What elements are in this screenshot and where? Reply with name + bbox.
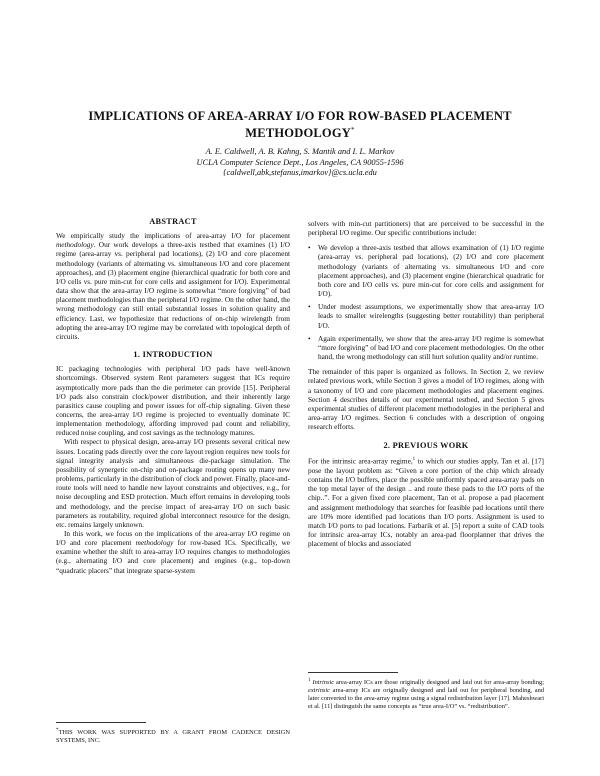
- footnote-emphasis-intrinsic: Intrinsic: [312, 679, 335, 687]
- list-item-text: Again experimentally, we show that the area-array I/O regime is somewhat “more forgiving” of bad I/O and core placement methodologies. On the other hand, the wrong methodology can still hurt solution quality and/or runtime.: [318, 333, 544, 362]
- list-item: [308, 334, 544, 361]
- list-item: [308, 302, 544, 329]
- list-item-text: We develop a three-axis testbed that allows examination of (1) I/O regime (area-array vs. peripheral pad locations), (2) I/O and core placement methodology (variants of alternating vs. simultaneous I/O and core placement approaches), and (3) placement engine (hierarchical quadratic for both core and I/O cells vs. pure min-cut for core cells and assignment for I/O).: [318, 243, 544, 299]
- intro-paragraph-1: IC packaging technologies with peripheral I/O pads have well-known shortcomings. Observed system Rent parameters suggest that ICs require asymptotically more pads than the die perimeter can provide [15]. Peripheral I/O pads also constrain clock/power distribution, and their inherently large parasitics cause coupling and power issues for off-chip signaling. Given these concerns, the area-array I/O regime is projected to eventually dominate IC implementation methodology, affording improved pad count and reliability, reduced noise coupling, and cost savings as the technology matures.: [56, 364, 290, 438]
- contributions-list: [308, 243, 544, 361]
- contributions-intro: solvers with min-cut partitioners) that are perceived to be successful in the peripheral I/O regime. Our specific contributions include:: [308, 219, 544, 238]
- previous-work-paragraph: [308, 455, 544, 548]
- footnote-text-a: area-array ICs are those originally designed and laid out for area-array bonding;: [334, 679, 544, 687]
- author-block: [60, 147, 540, 179]
- bullet-icon: •: [308, 333, 311, 343]
- prev-work-text-b: to which our studies apply, Tan et al. [17] pose the layout problem as: “Given a core portion of the chip which already contains the I/O buffers, place the possible uniformly spaced area-array pads on the top metal layer of the design .. and route these pads to the I/O ports of the chip..”. For a given fixed core placement, Tan et al. propose a pad placement and assignment methodology that searches for feasible pad locations until there are 10% more identified pad locations than I/O ports. Assignment is used to match I/O ports to pad locations. Farbarik et al. [5] report a suite of CAD tools for intrinsic area-array ICs, notably an area-pad floorplanner that drives the placement of blocks and associated: [308, 456, 544, 549]
- intro-p3-text-b: for row-based ICs. Specifically, we examine whether the shift to area-array I/O requires changes to methodologies (e.g., alternating I/O and core placement) and engines (e.g., top-down “quadratic placers” that integrate sparse-system: [56, 538, 290, 575]
- abstract-text-a: We empirically study the implications of area-array I/O for placement: [56, 231, 290, 241]
- bullet-icon: •: [308, 302, 311, 312]
- list-item: [308, 243, 544, 298]
- abstract-emphasis: methodology: [56, 240, 94, 250]
- introduction-heading: 1. INTRODUCTION: [133, 350, 213, 360]
- title-footnote-mark: *: [350, 126, 355, 134]
- funding-footnote: [56, 727, 290, 745]
- abstract-text-b: . Our work develops a three-axis testbed that examines (1) I/O regime (area-array vs. peripheral pad locations), (2) I/O and core placement methodology (variants of alternating vs. simultaneous I/O and core placement approaches), and (3) placement engine (hierarchical quadratic for both core and I/O cells vs. pure min-cut for core cells and assignment for I/O). Experimental data show that the area-array I/O regime is somewhat “more forgiving” of bad placement methodologies than the peripheral I/O regime. On the other hand, the wrong methodology can still entail substantial losses in solution quality and efficiency. Last, we hypothesize that reductions of on-chip wirelength from adopting the area-array I/O regime may be correlated with topological depth of circuits.: [56, 240, 290, 341]
- author-affiliation: UCLA Computer Science Dept., Los Angeles, CA 90055-1596: [196, 157, 404, 167]
- footnote-emphasis-extrinsic: extrinsic: [308, 687, 331, 695]
- prev-work-footnote-mark: 1: [412, 457, 416, 463]
- prev-work-text-a: For the intrinsic area-array regime,: [308, 456, 413, 466]
- intro-paragraph-3: [56, 529, 290, 575]
- left-column: [56, 217, 290, 575]
- funding-footnote-text: THIS WORK WAS SUPPORTED BY A GRANT FROM CADENCE DESIGN SYSTEMS, INC.: [56, 729, 290, 745]
- abstract-heading: ABSTRACT: [149, 217, 197, 226]
- previous-work-heading: 2. PREVIOUS WORK: [383, 441, 469, 451]
- abstract-paragraph: [56, 231, 290, 341]
- paper-title: [60, 109, 540, 140]
- author-names: A. E. Caldwell, A. B. Kahng, S. Mantik and I. L. Markov: [205, 147, 395, 156]
- organization-paragraph: The remainder of this paper is organized as follows. In Section 2, we review related previous work, while Section 3 gives a model of I/O regimes, along with a taxonomy of I/O and core placement methodologies and placement engines. Section 4 describes details of our experimental testbed, and Section 5 gives experimental studies of different placement methodologies in the peripheral and area-array I/O regimes. Section 6 concludes with a description of ongoing research efforts.: [308, 367, 544, 432]
- title-text: IMPLICATIONS OF AREA-ARRAY I/O FOR ROW-BASED PLACEMENT METHODOLOGY: [88, 109, 512, 141]
- area-array-footnote-mark: 1: [308, 678, 311, 683]
- funding-footnote-mark: *: [56, 728, 59, 733]
- intro-p3-text-a: In this work, we focus on the implications of the area-array I/O regime on I/O and core placement: [56, 529, 290, 548]
- right-footnote-rule: [308, 672, 398, 673]
- area-array-footnote: [308, 677, 544, 711]
- intro-p3-emphasis: methodology: [135, 538, 174, 548]
- intro-paragraph-2: With respect to physical design, area-array I/O presents several critical new issues. Locating pads directly over the core layout region requires new tools for signal integrity analysis and simultaneous die-package simulation. The possibility of synergetic on-chip and on-package routing opens up many new problems, particularly in the distribution of clock and power. Finally, place-and-route tools will need to handle new layout constraints and objectives, e.g., for noise decoupling and ESD protection. Much effort remains in developing tools and methodology, and the precise impact of area-array I/O on such basic parameters as routability, required global interconnect resource for the design, etc. remains largely unknown.: [56, 437, 290, 529]
- list-item-text: Under modest assumptions, we experimentally show that area-array I/O leads to smaller wirelengths (suggesting better routability) than peripheral I/O.: [318, 302, 544, 330]
- footnote-text-b: area-array ICs are originally designed and laid out for peripheral bonding, and later converted to the area-array regime using a signal redistribution layer [17]. Maheshwari et al. [11] distinguish the same concepts as “true area-I/O” vs. “redistribution”.: [308, 687, 544, 710]
- author-emails: {caldwell,abk,stefanus,imarkov}@cs.ucla.edu: [223, 168, 377, 178]
- right-column: [308, 219, 544, 548]
- left-footnote-rule: [56, 722, 146, 723]
- bullet-icon: •: [308, 243, 311, 253]
